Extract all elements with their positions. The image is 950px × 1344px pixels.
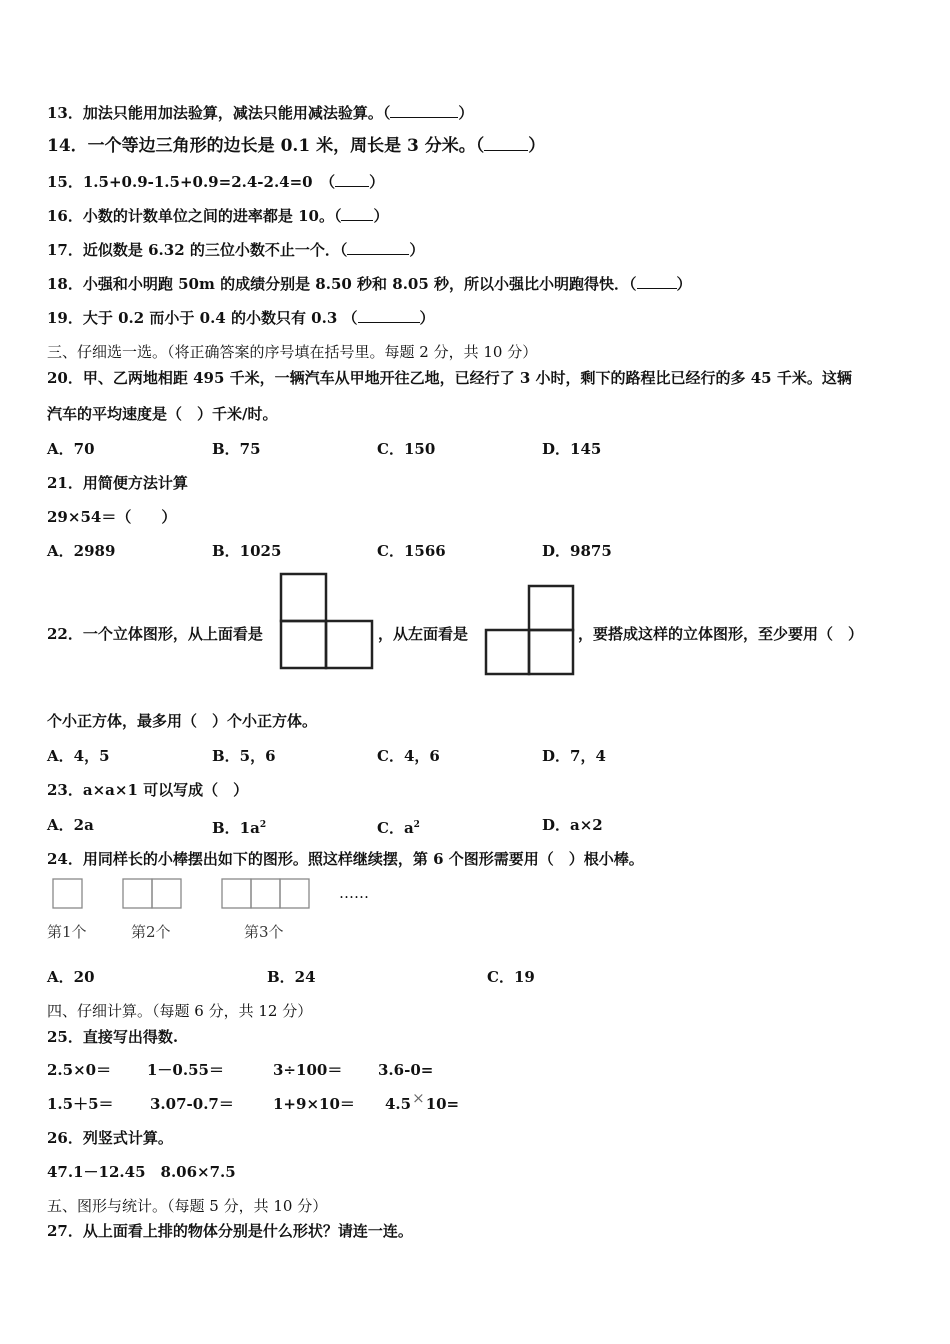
- calc-item: 3.07-0.7＝: [150, 1095, 234, 1113]
- question-16: 16．小数的计数单位之间的进率都是 10。（ ）: [47, 207, 389, 225]
- q20-option-c[interactable]: C．150: [377, 440, 436, 458]
- q22-option-c[interactable]: C．4，6: [377, 747, 440, 765]
- figure-caption-1: 第1个: [47, 923, 87, 941]
- left-view-figure: [484, 584, 576, 676]
- figure-caption-2: 第2个: [131, 923, 171, 941]
- q21-option-a[interactable]: A．2989: [47, 542, 116, 560]
- top-view-square: [281, 574, 326, 621]
- question-13: 13．加法只能用加法验算，减法只能用减法验算。（ ）: [47, 104, 474, 122]
- stick-figure-1: [53, 879, 82, 908]
- q22-option-d[interactable]: D．7，4: [542, 747, 606, 765]
- question-25: 25．直接写出得数.: [47, 1028, 179, 1046]
- q23-option-b[interactable]: B．$1a^2$: [212, 819, 267, 837]
- figure-caption-3: 第3个: [244, 923, 284, 941]
- left-view-square: [486, 630, 529, 674]
- answer-blank[interactable]: [484, 136, 528, 151]
- calc-item: 3.6-0=: [378, 1061, 434, 1079]
- calc-item: 2.5×0＝: [47, 1061, 112, 1079]
- left-view-square: [529, 630, 573, 674]
- question-18: 18．小强和小明跑 50m 的成绩分别是 8.50 秒和 8.05 秒，所以小强比小明跑得快．（ ）: [47, 275, 692, 293]
- continuation-dots: ……: [339, 884, 369, 902]
- section-3-heading: 三、仔细选一选。（将正确答案的序号填在括号里。每题 2 分，共 10 分）: [47, 343, 538, 361]
- answer-blank[interactable]: [637, 274, 677, 289]
- calc-item: 3÷100＝: [273, 1061, 343, 1079]
- q21-option-c[interactable]: C．1566: [377, 542, 446, 560]
- calc-item: 1.5＋5＝: [47, 1095, 114, 1113]
- question-22-part2: ，从左面看是: [378, 625, 469, 643]
- answer-blank[interactable]: [358, 308, 420, 323]
- q22-option-a[interactable]: A．4，5: [47, 747, 110, 765]
- calc-item: 4.5×10=: [385, 1089, 460, 1113]
- question-24: 24．用同样长的小棒摆出如下的图形。照这样继续摆，第 6 个图形需要用（ ）根小棒。: [47, 850, 644, 868]
- question-22-line2: 个小正方体，最多用（ ）个小正方体。: [47, 712, 318, 730]
- answer-blank[interactable]: [341, 206, 373, 221]
- top-view-figure: [279, 572, 375, 670]
- stick-figure-2: [123, 879, 181, 908]
- stick-figure-3: [222, 879, 309, 908]
- q24-option-b[interactable]: B．24: [267, 968, 316, 986]
- q20-option-b[interactable]: B．75: [212, 440, 261, 458]
- q23-option-a[interactable]: A．2a: [47, 816, 94, 834]
- q20-option-a[interactable]: A．70: [47, 440, 95, 458]
- question-27: 27．从上面看上排的物体分别是什么形状？请连一连。: [47, 1222, 413, 1240]
- top-view-square: [281, 621, 326, 668]
- section-5-heading: 五、图形与统计。（每题 5 分，共 10 分）: [47, 1197, 328, 1215]
- calc-item: 1+9×10＝: [273, 1095, 355, 1113]
- question-22-part3: ，要搭成这样的立体图形，至少要用（ ）: [578, 625, 864, 643]
- question-14: 14．一个等边三角形的边长是 0.1 米，周长是 3 分米。（ ）: [47, 136, 546, 156]
- question-23: 23．a×a×1 可以写成（ ）: [47, 781, 249, 799]
- answer-blank[interactable]: [347, 240, 409, 255]
- calc-item: 1－0.55＝: [147, 1061, 224, 1079]
- question-21-line1: 21．用简便方法计算: [47, 474, 188, 492]
- q20-option-d[interactable]: D．145: [542, 440, 602, 458]
- stick-figures: [52, 878, 314, 910]
- q22-option-b[interactable]: B．5，6: [212, 747, 276, 765]
- section-4-heading: 四、仔细计算。（每题 6 分，共 12 分）: [47, 1002, 313, 1020]
- question-26-expressions: 47.1－12.45 8.06×7.5: [47, 1163, 236, 1181]
- q23-option-d[interactable]: D．a×2: [542, 816, 603, 834]
- question-26: 26．列竖式计算。: [47, 1129, 173, 1147]
- question-20-line1: 20．甲、乙两地相距 495 千米，一辆汽车从甲地开往乙地，已经行了 3 小时，剩下的路程比已经行的多 45 千米。这辆: [47, 369, 852, 387]
- answer-blank[interactable]: [335, 172, 369, 187]
- q21-option-b[interactable]: B．1025: [212, 542, 282, 560]
- answer-blank[interactable]: [390, 103, 458, 118]
- q24-option-c[interactable]: C．19: [487, 968, 535, 986]
- question-20-line2: 汽车的平均速度是（ ）千米/时。: [47, 405, 278, 423]
- question-22-part1: 22．一个立体图形，从上面看是: [47, 625, 263, 643]
- question-15: 15．1.5+0.9-1.5+0.9=2.4-2.4=0 （ ）: [47, 173, 385, 191]
- q23-option-c[interactable]: C．$a^2$: [377, 819, 420, 837]
- left-view-square: [529, 586, 573, 630]
- question-19: 19．大于 0.2 而小于 0.4 的小数只有 0.3 （ ）: [47, 309, 435, 327]
- question-21-line2: 29×54＝（ ）: [47, 508, 177, 526]
- times-mark: ×: [412, 1089, 425, 1107]
- q24-option-a[interactable]: A．20: [47, 968, 95, 986]
- top-view-square: [326, 621, 372, 668]
- q21-option-d[interactable]: D．9875: [542, 542, 612, 560]
- question-17: 17．近似数是 6.32 的三位小数不止一个．（ ）: [47, 241, 425, 259]
